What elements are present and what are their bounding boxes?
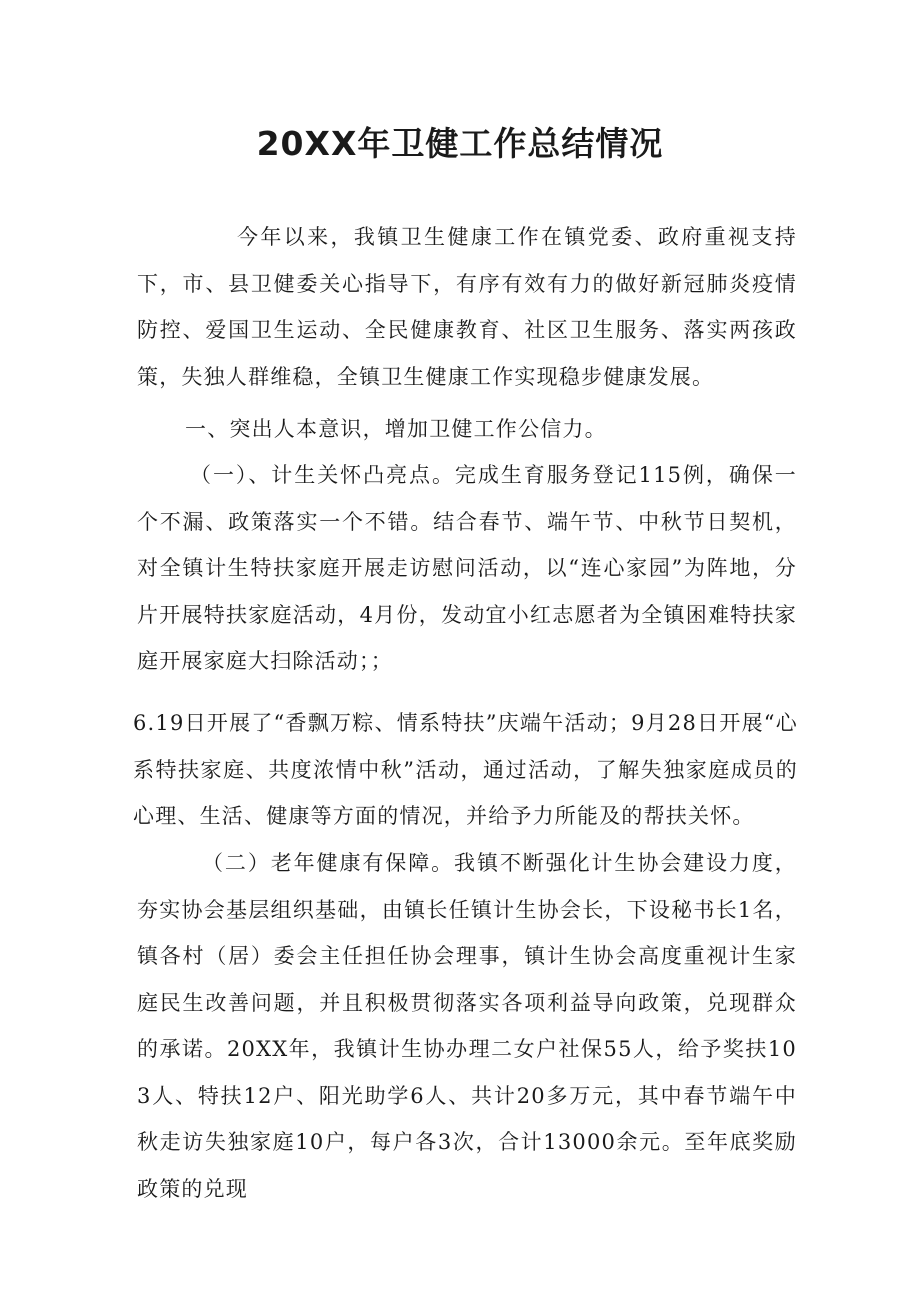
section-1-paragraph: （一）、计生关怀凸亮点。完成生育服务登记115例，确保一个不漏、政策落实一个不错。结合春节、端午节、中秋节日契机，对全镇计生特扶家庭开展走访慰问活动，以“连心家园”为阵地，分片开展特扶家庭活动，4月份，发动宜小红志愿者为全镇困难特扶家庭开展家庭大扫除活动；； (137, 463, 797, 673)
section-heading-1: 一、突出人本意识，增加卫健工作公信力。 (185, 417, 607, 441)
intro-paragraph: 今年以来，我镇卫生健康工作在镇党委、政府重视支持下，市、县卫健委关心指导下，有序有效有力的做好新冠肺炎疫情防控、爱国卫生运动、全民健康教育、社区卫生服务、落实两孩政策，失独人群维稳，全镇卫生健康工作实现稳步健康发展。 (137, 225, 797, 389)
section-1-continuation-paragraph: 6.19日开展了“香飘万粽、情系特扶”庆端午活动；9月28日开展“心系特扶家庭、共度浓情中秋”活动，通过活动，了解失独家庭成员的心理、生活、健康等方面的情况，并给予力所能及的帮扶关怀。 (133, 711, 798, 828)
document-title: 20XX年卫健工作总结情况 (256, 124, 664, 163)
section-2-paragraph: （二）老年健康有保障。我镇不断强化计生协会建设力度，夯实协会基层组织基础，由镇长任镇计生协会长，下设秘书长1名，镇各村（居）委会主任担任协会理事，镇计生协会高度重视计生家庭民生改善问题，并且积极贯彻落实各项利益导向政策，兑现群众的承诺。20XX年，我镇计生协办理二女户社保55人，给予奖扶103人、特扶12户、阳光助学6人、共计20多万元，其中春节端午中秋走访失独家庭10户，每户各3次，合计13000余元。至年底奖励政策的兑现 (137, 851, 797, 1201)
